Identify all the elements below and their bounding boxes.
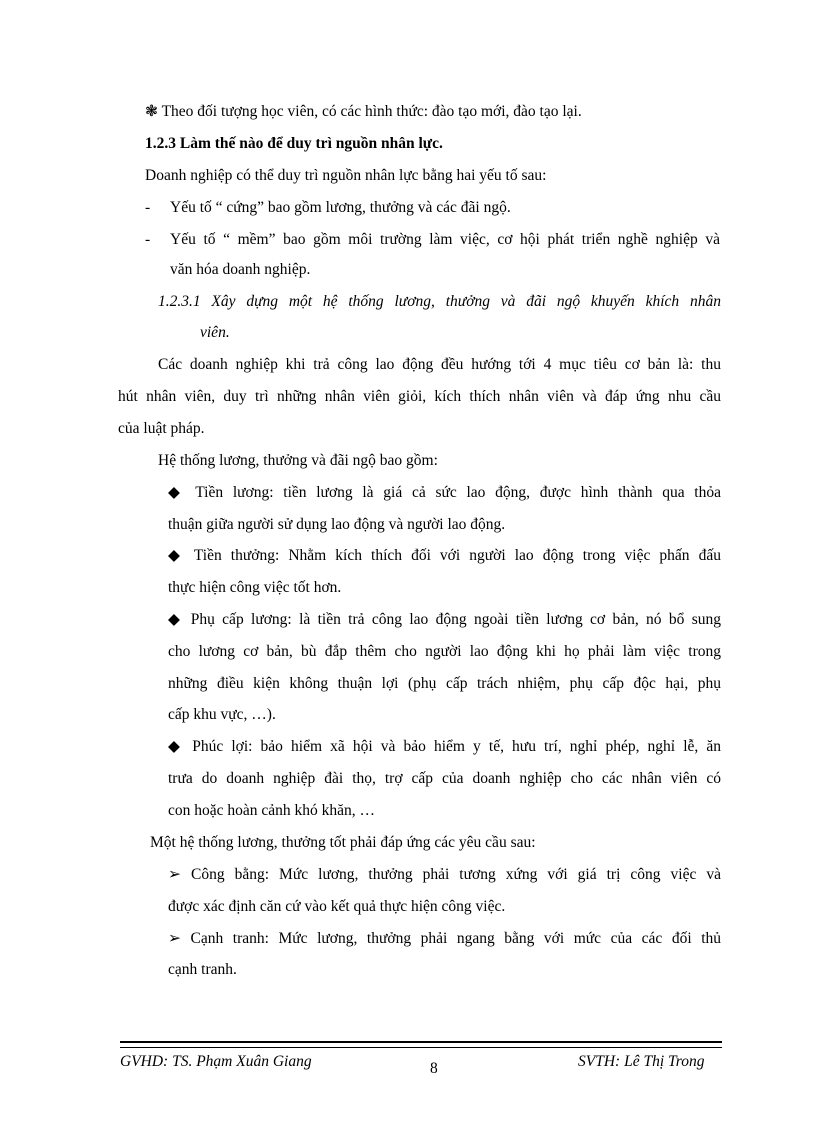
requirement-fairness: ➢ Công bằng: Mức lương, thưởng phải tương xứng với giá trị công việc và [168, 866, 721, 883]
bullet-allowance: ◆ Phụ cấp lương: là tiền trả công lao động ngoài tiền lương cơ bản, nó bổ sung [168, 611, 721, 628]
subsection-heading-1-2-3-1: 1.2.3.1 Xây dựng một hệ thống lương, thưởng và đãi ngộ khuyến khích nhân [158, 293, 721, 310]
bullet-allowance-cont: những điều kiện không thuận lợi (phụ cấp trách nhiệm, phụ cấp độc hại, phụ [168, 675, 721, 692]
subsection-heading-cont: viên. [200, 324, 230, 341]
paragraph-goals-cont: hút nhân viên, duy trì những nhân viên giỏi, kích thích nhân viên và đáp ứng nhu cầu [118, 388, 721, 405]
bullet-salary: ◆ Tiền lương: tiền lương là giá cả sức lao động, được hình thành qua thỏa [168, 484, 721, 501]
bullet-allowance-cont: cho lương cơ bản, bù đắp thêm cho người lao động khi họ phải làm việc trong [168, 643, 721, 660]
bullet-allowance-end: cấp khu vực, …). [168, 706, 276, 723]
paragraph-system: Hệ thống lương, thưởng và đãi ngộ bao gồm: [158, 452, 438, 469]
paragraph-goals-end: của luật pháp. [118, 420, 205, 437]
page-number: 8 [430, 1060, 438, 1077]
requirement-competition-cont: cạnh tranh. [168, 961, 237, 978]
footer-student: SVTH: Lê Thị Trong [578, 1053, 705, 1070]
section-heading-1-2-3: 1.2.3 Làm thế nào để duy trì nguồn nhân lực. [145, 135, 443, 152]
footer-rule-thick [120, 1041, 722, 1043]
list-item-soft-factor-cont: văn hóa doanh nghiệp. [170, 261, 311, 278]
requirement-competition: ➢ Cạnh tranh: Mức lương, thưởng phải ngang bằng với mức của các đối thủ [168, 930, 721, 947]
dash-marker: - [145, 231, 151, 248]
list-item-hard-factor: Yếu tố “ cứng” bao gồm lương, thưởng và các đãi ngộ. [170, 199, 511, 216]
bullet-welfare-end: con hoặc hoàn cảnh khó khăn, … [168, 802, 376, 819]
bullet-welfare-cont: trưa do doanh nghiệp đài thọ, trợ cấp của doanh nghiệp cho các nhân viên có [168, 770, 721, 787]
requirement-fairness-cont: được xác định căn cứ vào kết quả thực hiện công việc. [168, 898, 506, 915]
bullet-bonus-cont: thực hiện công việc tốt hơn. [168, 579, 342, 596]
footer-supervisor: GVHD: TS. Phạm Xuân Giang [120, 1053, 312, 1070]
list-item-soft-factor: Yếu tố “ mềm” bao gồm môi trường làm việc, cơ hội phát triển nghề nghiệp và [170, 231, 720, 248]
paragraph-intro: Doanh nghiệp có thể duy trì nguồn nhân lực bằng hai yếu tố sau: [145, 167, 547, 184]
paragraph-requirements: Một hệ thống lương, thưởng tốt phải đáp ứng các yêu cầu sau: [150, 834, 536, 851]
dash-marker: - [145, 199, 151, 216]
bullet-welfare: ◆ Phúc lợi: bảo hiểm xã hội và bảo hiểm y tế, hưu trí, nghỉ phép, nghỉ lễ, ăn [168, 738, 721, 755]
paragraph-goals: Các doanh nghiệp khi trả công lao động đều hướng tới 4 mục tiêu cơ bản là: thu [158, 356, 721, 373]
paragraph-training-types: ❃ Theo đối tượng học viên, có các hình thức: đào tạo mới, đào tạo lại. [145, 103, 582, 120]
bullet-salary-cont: thuận giữa người sử dụng lao động và người lao động. [168, 516, 506, 533]
bullet-bonus: ◆ Tiền thưởng: Nhằm kích thích đối với người lao động trong việc phấn đấu [168, 547, 721, 564]
footer-rule-thin [120, 1047, 722, 1048]
